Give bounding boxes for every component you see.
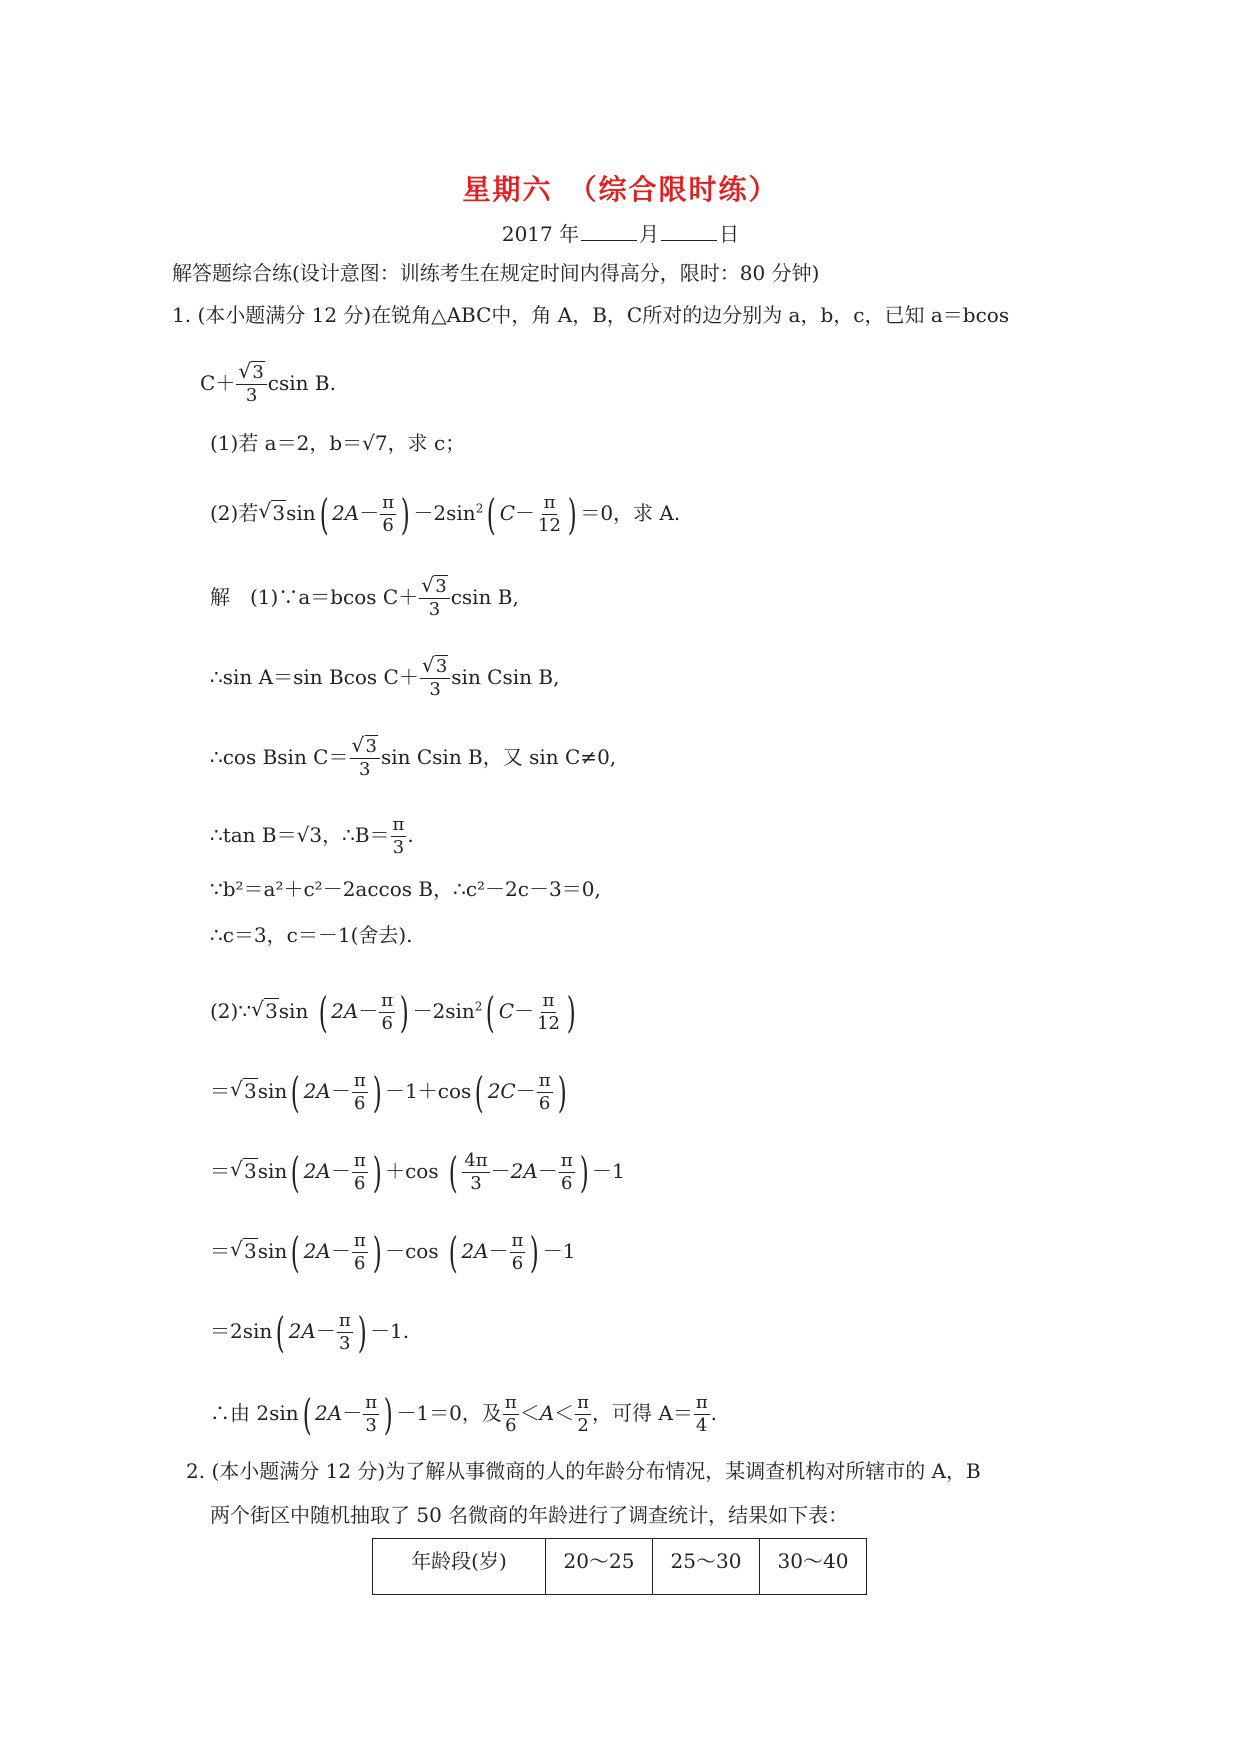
sol-eq-2: ＝√ 3sin( 2A－ $\frac{\pi}{6}$ ) ＋cos ( $\frac{4\pi}{3}$ －2A－ $\frac{\pi}{6}$ ) －1	[210, 1150, 625, 1195]
month-blank	[581, 222, 637, 241]
sol-step-6: ∴c＝3，c＝－1(舍去).	[210, 923, 413, 947]
day-blank	[661, 222, 717, 241]
sol-step-5: ∵b²＝a²＋c²－2accos B，∴c²－2c－3＝0,	[210, 877, 601, 901]
sol-eq-1: ＝√ 3sin( 2A－ $\frac{\pi}{6}$ ) －1＋cos( 2C－ $\frac{\pi}{6}$ )	[210, 1070, 570, 1115]
q2-stem-cont: 两个街区中随机抽取了 50 名微商的年龄进行了调查统计，结果如下表：	[210, 1503, 849, 1527]
table-header-row	[373, 1539, 867, 1595]
sol-step-2: ∴sin A＝sin Bcos C＋ √ $\frac{3}{3}$ sin Csin B,	[210, 656, 559, 701]
sol-part2-start: (2)∵√ 3sin ( 2A－ $\frac{\pi}{6}$ ) $-2\sin^2$( C－ $\frac{\pi}{12}$ )	[210, 990, 579, 1035]
date-line	[0, 218, 1241, 247]
sol-eq-4: ＝2sin( 2A－ $\frac{\pi}{3}$ ) －1.	[210, 1307, 410, 1357]
q1-stem: 1. (本小题满分 12 分)在锐角△ABC中，角 A，B，C所对的边分别为 a，b，c，已知 a＝bcos	[172, 303, 1010, 327]
sol-eq-3: ＝√ 3sin( 2A－ $\frac{\pi}{6}$ ) －cos ( 2A－ $\frac{\pi}{6}$ ) －1	[210, 1230, 575, 1275]
table-header-cell: 25～30	[653, 1539, 760, 1595]
sol-step-1: 解 (1)∵a＝bcos C＋ √ $\frac{3}{3}$ csin B,	[210, 576, 519, 621]
q2-stem: 2. (本小题满分 12 分)为了解从事微商的人的年龄分布情况，某调查机构对所辖市的 A，B	[186, 1459, 981, 1483]
sol-final: ∴由 2sin( 2A－ $\frac{\pi}{3}$ ) －1＝0，及 $\frac{\pi}{6}$ ＜A＜ $\frac{\pi}{2}$ ，可得 A＝ $\frac{\pi}{4}$ .	[210, 1389, 718, 1439]
date-month: 月	[639, 222, 660, 246]
date-day: 日	[719, 222, 740, 246]
date-year: 2017 年	[501, 222, 580, 246]
sol-step-4: ∴tan B＝√3，∴B＝ $\frac{\pi}{3}$ .	[210, 814, 414, 858]
table-header-cell: 年龄段(岁)	[373, 1539, 546, 1595]
table-header-cell: 20～25	[546, 1539, 653, 1595]
table-header-cell: 30～40	[760, 1539, 867, 1595]
intro-text: 解答题综合练(设计意图：训练考生在规定时间内得高分，限时：80 分钟)	[172, 261, 820, 285]
q1-part2: (2)若√ 3sin( 2A－ $\frac{\pi}{6}$ ) $-2\sin^2$( C－ $\frac{\pi}{12}$ ) ＝0，求 A.	[210, 492, 680, 537]
age-table	[372, 1538, 867, 1595]
q1-stem-cont: C＋ √ $\frac{3}{3}$ csin B.	[200, 362, 336, 407]
page-title: 星期六 （综合限时练）	[462, 173, 779, 206]
q1-part1: (1)若 a＝2，b＝√7，求 c；	[210, 431, 466, 455]
sol-step-3: ∴cos Bsin C＝ √ $\frac{3}{3}$ sin Csin B，又 sin C≠0,	[210, 736, 616, 781]
